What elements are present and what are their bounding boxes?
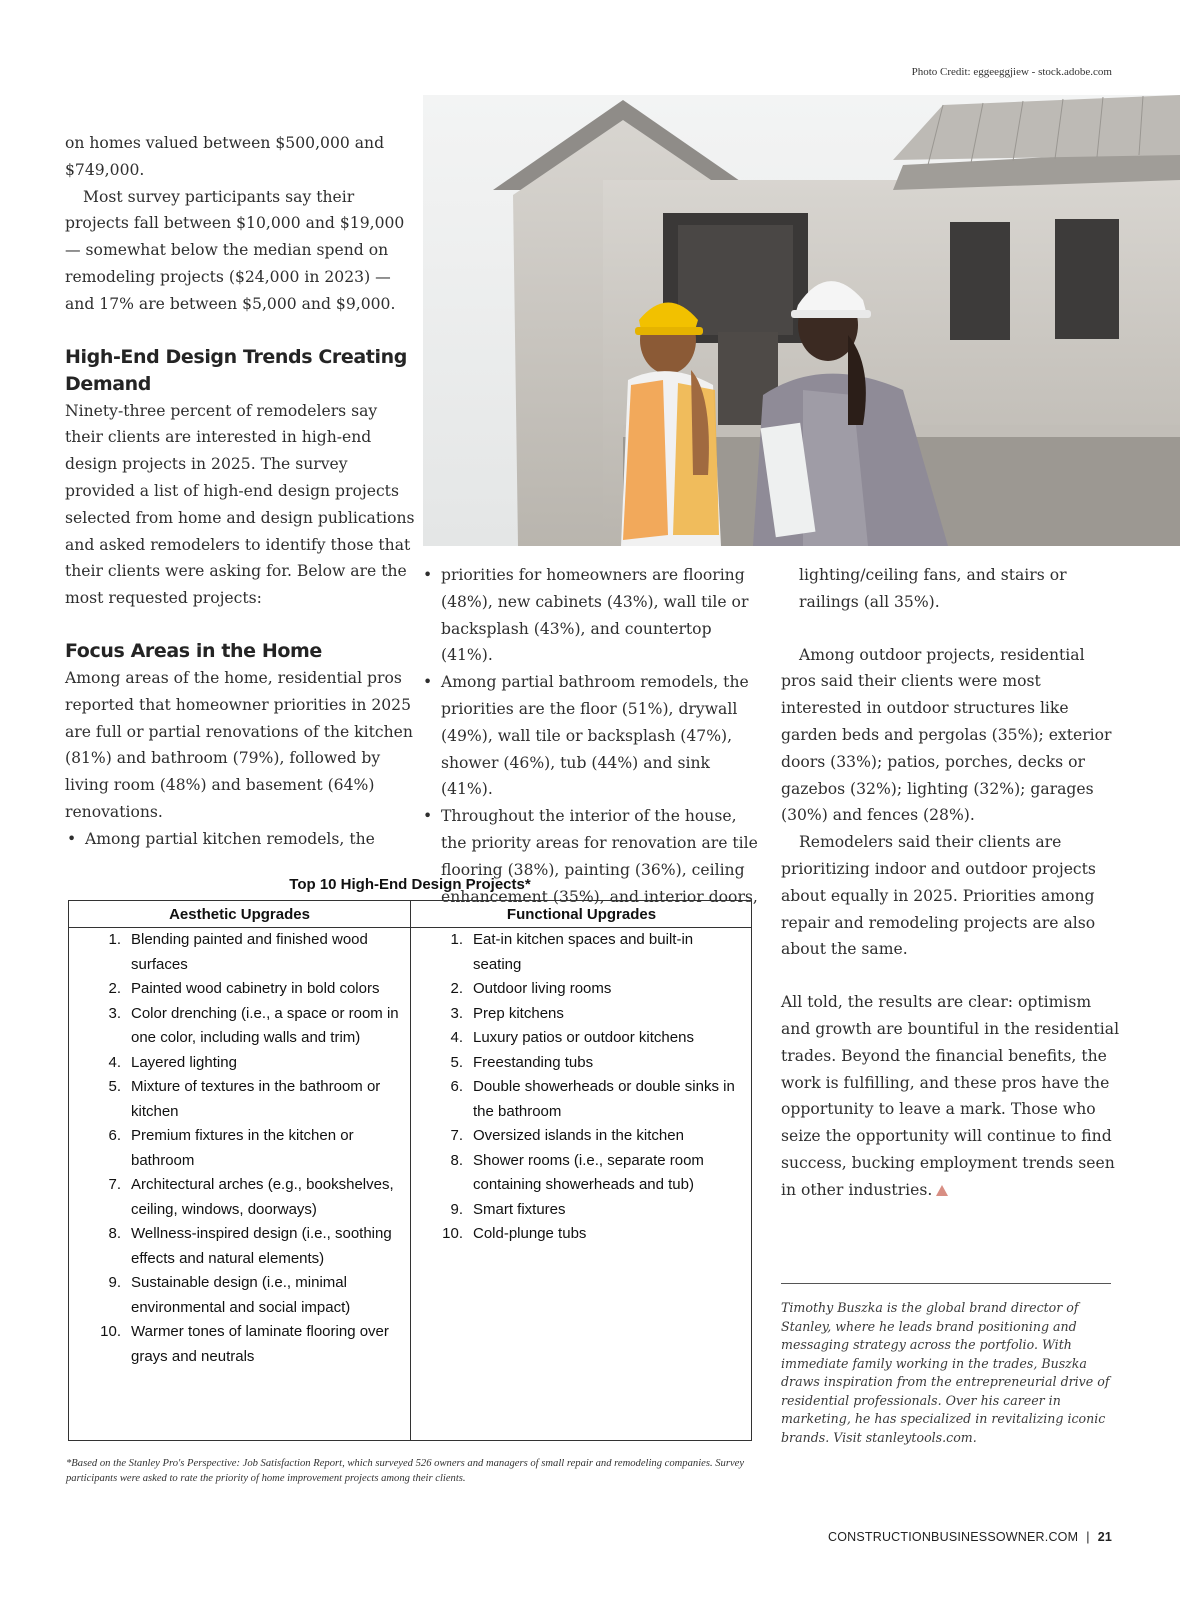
table-list-item	[69, 1271, 404, 1320]
column-2	[421, 562, 761, 910]
bullet-item: • Among partial kitchen remodels, the	[65, 826, 415, 853]
table-list-item	[411, 928, 741, 977]
section-heading: High-End Design Trends Creating Demand	[65, 345, 407, 395]
paragraph: Ninety-three percent of remodelers say their clients are interested in high-end design projects in 2025. The survey provided a list of high-end design projects selected from home and design publications and asked remodelers to identify those that their clients were asking for. Below are the most requested projects:	[65, 401, 415, 608]
list-item-text: Cold-plunge tubs	[473, 1225, 587, 1242]
table-list-item	[411, 1198, 741, 1223]
list-item-number: 5.	[108, 1078, 121, 1095]
table-list-item	[69, 928, 404, 977]
bullet-item: • Among partial bathroom remodels, the priorities are the floor (51%), drywall (49%), wall tile or backsplash (47%), shower (46%), tub (44%) and sink (41%).	[421, 669, 761, 803]
table-list-item	[69, 1075, 404, 1124]
table-list-item	[69, 1222, 404, 1271]
list-item-number: 6.	[450, 1078, 463, 1095]
closing-paragraph-text: All told, the results are clear: optimism and growth are bountiful in the residential trades. Beyond the financial benefits, the work is fulfilling, and these pros have the opportunity to leave a mark. Those who seize the opportunity will continue to find success, bucking employment trends seen in other industries.	[781, 993, 1120, 1199]
list-item-number: 3.	[450, 1004, 463, 1022]
bullet-item: • Throughout the interior of the house, the priority areas for renovation are tile flooring (38%), painting (36%), ceiling enhancement (35%), and interior doors,	[421, 803, 761, 910]
list-item-text: Freestanding tubs	[473, 1053, 594, 1071]
table-header-aesthetic: Aesthetic Upgrades	[169, 906, 310, 923]
section-heading: Focus Areas in the Home	[65, 639, 322, 662]
list-item-number: 9.	[450, 1200, 463, 1218]
list-item-number: 7.	[450, 1127, 463, 1144]
list-item-number: 1.	[108, 931, 121, 948]
column-3	[781, 562, 1121, 1204]
table-list-item	[411, 1002, 741, 1027]
column-1	[65, 130, 415, 853]
list-item-text: Mixture of textures in the bathroom or kitchen	[131, 1078, 381, 1120]
list-item-text: Painted wood cabinetry in bold colors	[131, 980, 380, 997]
page-number: 21	[1097, 1530, 1112, 1544]
bullet-continuation: lighting/ceiling fans, and stairs or railings (all 35%).	[799, 566, 1067, 611]
paragraph	[781, 989, 1121, 1203]
table-list-item	[411, 1222, 741, 1247]
aesthetic-upgrades-list	[69, 928, 404, 1369]
bullet-list	[65, 826, 415, 853]
author-bio: Timothy Buszka is the global brand director of Stanley, where he leads brand positioning and messaging strategy across the portfolio. With immediate family working in the trades, Buszka draws inspiration from the entrepreneurial drive of residential professionals. Over his career in marketing, he has specialized in revitalizing iconic brands. Visit stanleytools.com.	[781, 1300, 1110, 1445]
list-item-text: Layered lighting	[131, 1053, 237, 1071]
footer-site: CONSTRUCTIONBUSINESSOWNER.COM	[827, 1530, 1079, 1544]
list-item-number: 2.	[108, 980, 121, 997]
bullet-continuation: • priorities for homeowners are flooring (48%), new cabinets (43%), wall tile or backsplash (43%), and countertop (41%).	[421, 562, 761, 669]
list-item-text: Oversized islands in the kitchen	[473, 1127, 684, 1144]
list-item-text: Blending painted and finished wood surfaces	[131, 931, 368, 973]
list-item-number: 10.	[100, 1323, 121, 1340]
list-item-number: 8.	[450, 1151, 463, 1169]
list-item-text: Shower rooms (i.e., separate room containing showerheads and tub)	[473, 1151, 704, 1193]
table-list-item	[411, 977, 741, 1002]
paragraph: Remodelers said their clients are prioritizing indoor and outdoor projects about equally in 2025. Priorities among repair and remodeling projects are also about the same.	[781, 833, 1096, 959]
paragraph: on homes valued between $500,000 and $749,000.	[65, 134, 385, 179]
table-list-item	[69, 1173, 404, 1222]
page-footer	[828, 1530, 1112, 1544]
list-item-text: Outdoor living rooms	[473, 980, 612, 997]
table-list-item	[411, 1051, 741, 1076]
list-item-text: Double showerheads or double sinks in the bathroom	[473, 1078, 735, 1120]
list-item-number: 6.	[108, 1127, 121, 1144]
paragraph: Among areas of the home, residential pros reported that homeowner priorities in 2025 are full or partial renovations of the kitchen (81%) and bathroom (79%), followed by living room (48%) and basement (64%) renovations.	[65, 668, 413, 821]
table-list-item	[69, 977, 404, 1002]
list-item-number: 4.	[450, 1029, 463, 1046]
list-item-number: 5.	[450, 1053, 463, 1071]
paragraph: Most survey participants say their projects fall between $10,000 and $19,000 — somewhat below the median spend on remodeling projects ($24,000 in 2023) — and 17% are between $5,000 and $9,000.	[65, 187, 405, 313]
article-photo	[423, 95, 1180, 546]
list-item-text: Luxury patios or outdoor kitchens	[473, 1029, 694, 1046]
table-list-item	[69, 1320, 404, 1369]
list-item-text: Sustainable design (i.e., minimal environmental and social impact)	[131, 1274, 351, 1316]
list-item-text: Eat-in kitchen spaces and built-in seating	[473, 931, 694, 973]
list-item-number: 1.	[450, 931, 463, 948]
footer-separator: |	[1086, 1530, 1090, 1544]
table-list-item	[69, 1051, 404, 1076]
paragraph: Among outdoor projects, residential pros said their clients were most interested in outdoor structures like garden beds and pergolas (35%); exterior doors (33%); patios, porches, decks or gazebos (32%); lighting (32%); garages (30%) and fences (28%).	[781, 645, 1112, 825]
list-item-text: Wellness-inspired design (i.e., soothing effects and natural elements)	[131, 1225, 392, 1267]
table-list-item	[411, 1026, 741, 1051]
list-item-number: 7.	[108, 1176, 121, 1193]
list-item-text: Warmer tones of laminate flooring over grays and neutrals	[131, 1323, 389, 1365]
table-list-item	[411, 1124, 741, 1149]
list-item-number: 2.	[450, 980, 463, 997]
projects-table	[68, 900, 752, 1441]
list-item-text: Premium fixtures in the kitchen or bathroom	[131, 1127, 354, 1169]
table-list-item	[411, 1075, 741, 1124]
table-title: Top 10 High-End Design Projects*	[289, 876, 531, 893]
list-item-number: 8.	[108, 1225, 121, 1242]
list-item-text: Color drenching (i.e., a space or room in one color, including walls and trim)	[131, 1004, 399, 1046]
table-list-item	[411, 1149, 741, 1198]
list-item-number: 3.	[108, 1004, 121, 1022]
list-item-text: Architectural arches (e.g., bookshelves, ceiling, windows, doorways)	[131, 1176, 394, 1218]
table-footnote: *Based on the Stanley Pro's Perspective: Job Satisfaction Report, which surveyed 526 owners and managers of small repair and remodeling companies. Survey participants were asked to rate the priority of home improvement projects among their clients.	[66, 1458, 745, 1484]
functional-upgrades-list	[411, 928, 741, 1247]
list-item-text: Prep kitchens	[473, 1004, 564, 1022]
table-list-item	[69, 1002, 404, 1051]
bio-divider	[781, 1283, 1111, 1284]
list-item-text: Smart fixtures	[473, 1200, 566, 1218]
list-item-number: 10.	[442, 1225, 463, 1242]
table-list-item	[69, 1124, 404, 1173]
list-item-number: 4.	[108, 1053, 121, 1071]
table-header-functional: Functional Upgrades	[506, 906, 657, 923]
end-mark-icon	[936, 1185, 948, 1196]
photo-credit: Photo Credit: eggeeggjiew - stock.adobe.com	[911, 66, 1112, 78]
bullet-list	[421, 562, 761, 910]
list-item-number: 9.	[108, 1274, 121, 1291]
